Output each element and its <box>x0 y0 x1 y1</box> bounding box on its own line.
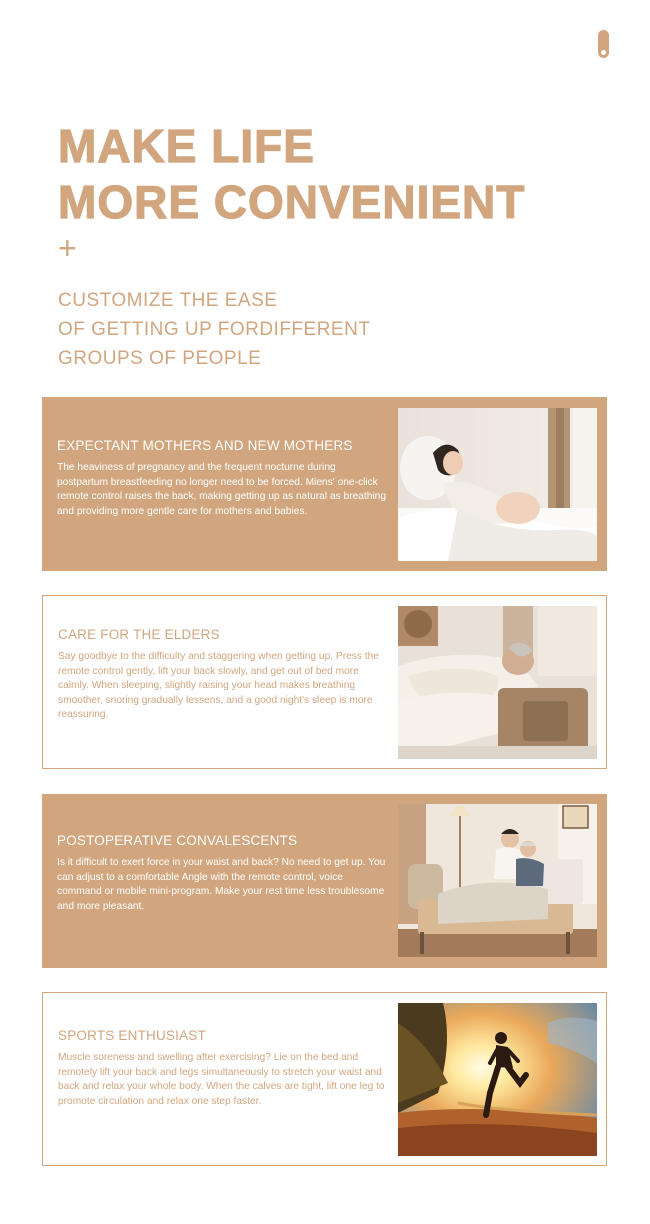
card-body: Say goodbye to the difficulty and staggering when getting up. Press the remote control gently, lift your back slowly, and get out of bed more calmly. When sleeping, slightly raising your head makes breathing smoother, snoring gradually lessens, and a good night's sleep is more reassuring. <box>58 651 379 720</box>
card-body: The heaviness of pregnancy and the frequent nocturne during postpartum breastfeeding no longer need to be forced. Miens' one-click remote control raises the back, making getting up as natural as breathing and providing more gentle care for mothers and babies. <box>57 462 387 517</box>
card-title: POSTOPERATIVE CONVALESCENTS <box>57 833 298 848</box>
card-postoperative <box>42 794 607 968</box>
card-body: Is it difficult to exert force in your waist and back? No need to get up. You can adjust to a comfortable Angle with the remote control, voice command or mobile mini-program. Make your rest time less troublesome and more pleasant. <box>57 857 386 912</box>
caregiver-with-patient-photo <box>398 804 597 957</box>
subtitle-line-2: OF GETTING UP FORDIFFERENT <box>58 319 371 340</box>
elderly-woman-sleeping-photo <box>398 606 597 759</box>
card-expectant-mothers <box>42 397 607 571</box>
pregnant-woman-in-bed-photo <box>398 408 597 561</box>
subtitle-line-3: GROUPS OF PEOPLE <box>58 348 262 369</box>
subtitle <box>58 286 370 373</box>
card-title: EXPECTANT MOTHERS AND NEW MOTHERS <box>57 438 353 453</box>
card-elders <box>42 595 607 769</box>
runner-at-sunset-photo <box>398 1003 597 1156</box>
hero-line-1: MAKE LIFE <box>58 120 315 172</box>
card-sports-enthusiast <box>42 992 607 1166</box>
scroll-indicator-dot <box>601 50 606 55</box>
card-title: SPORTS ENTHUSIAST <box>58 1028 206 1043</box>
scroll-indicator[interactable] <box>598 30 609 58</box>
card-body: Muscle soreness and swelling after exercising? Lie on the bed and remotely lift your back and legs simultaneously to stretch your waist and back and relax your whole body. When the calves are tight, lift one leg to promote circulation and relax one step faster. <box>58 1052 385 1107</box>
hero-heading <box>58 118 525 230</box>
hero-line-2: MORE CONVENIENT <box>58 176 526 228</box>
subtitle-line-1: CUSTOMIZE THE EASE <box>58 290 278 311</box>
plus-icon: + <box>58 230 77 266</box>
card-title: CARE FOR THE ELDERS <box>58 627 220 642</box>
